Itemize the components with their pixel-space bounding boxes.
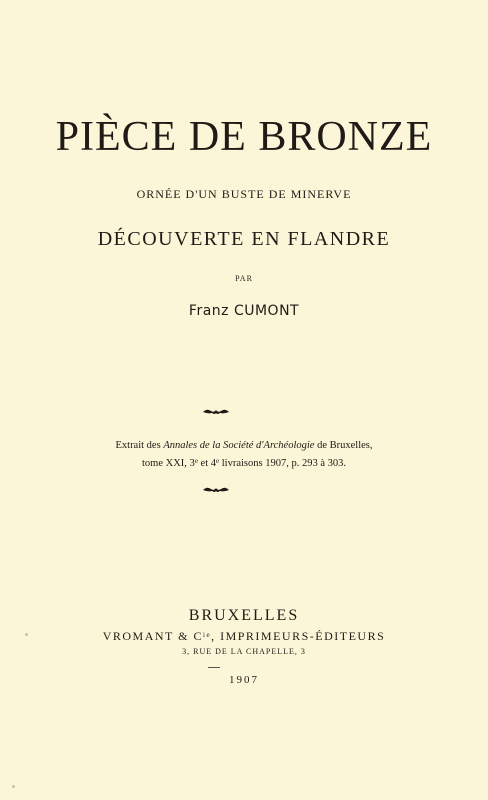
fleuron-icon bbox=[202, 406, 230, 416]
journal-name: Annales de la Société d'Archéologie bbox=[163, 440, 315, 451]
subtitle-line-2: DÉCOUVERTE EN FLANDRE bbox=[97, 228, 391, 250]
author-name: Franz CUMONT bbox=[188, 303, 300, 319]
extract-line-1: Extrait des Annales de la Société d'Archéologie de Bruxelles, bbox=[115, 440, 373, 451]
imprint-printer: VROMANT & $C^{ie}$, IMPRIMEURS-ÉDITEURS bbox=[102, 629, 386, 643]
document-title: PIÈCE DE BRONZE bbox=[55, 114, 433, 160]
imprint-city: BRUXELLES bbox=[188, 607, 300, 624]
by-label: PAR bbox=[235, 274, 253, 283]
subtitle-line-1: ORNÉE D'UN BUSTE DE MINERVE bbox=[136, 187, 352, 201]
extract-line-2: tome XXI, 3e et 4e livraisons 1907, p. 293 à 303. bbox=[142, 457, 346, 469]
imprint-year: 1907 bbox=[229, 674, 259, 686]
paper-speck bbox=[12, 785, 15, 788]
imprint-address: 3, RUE DE LA CHAPELLE, 3 bbox=[182, 647, 306, 656]
paper-speck bbox=[25, 633, 28, 636]
divider bbox=[208, 667, 220, 668]
fleuron-icon bbox=[202, 484, 230, 494]
